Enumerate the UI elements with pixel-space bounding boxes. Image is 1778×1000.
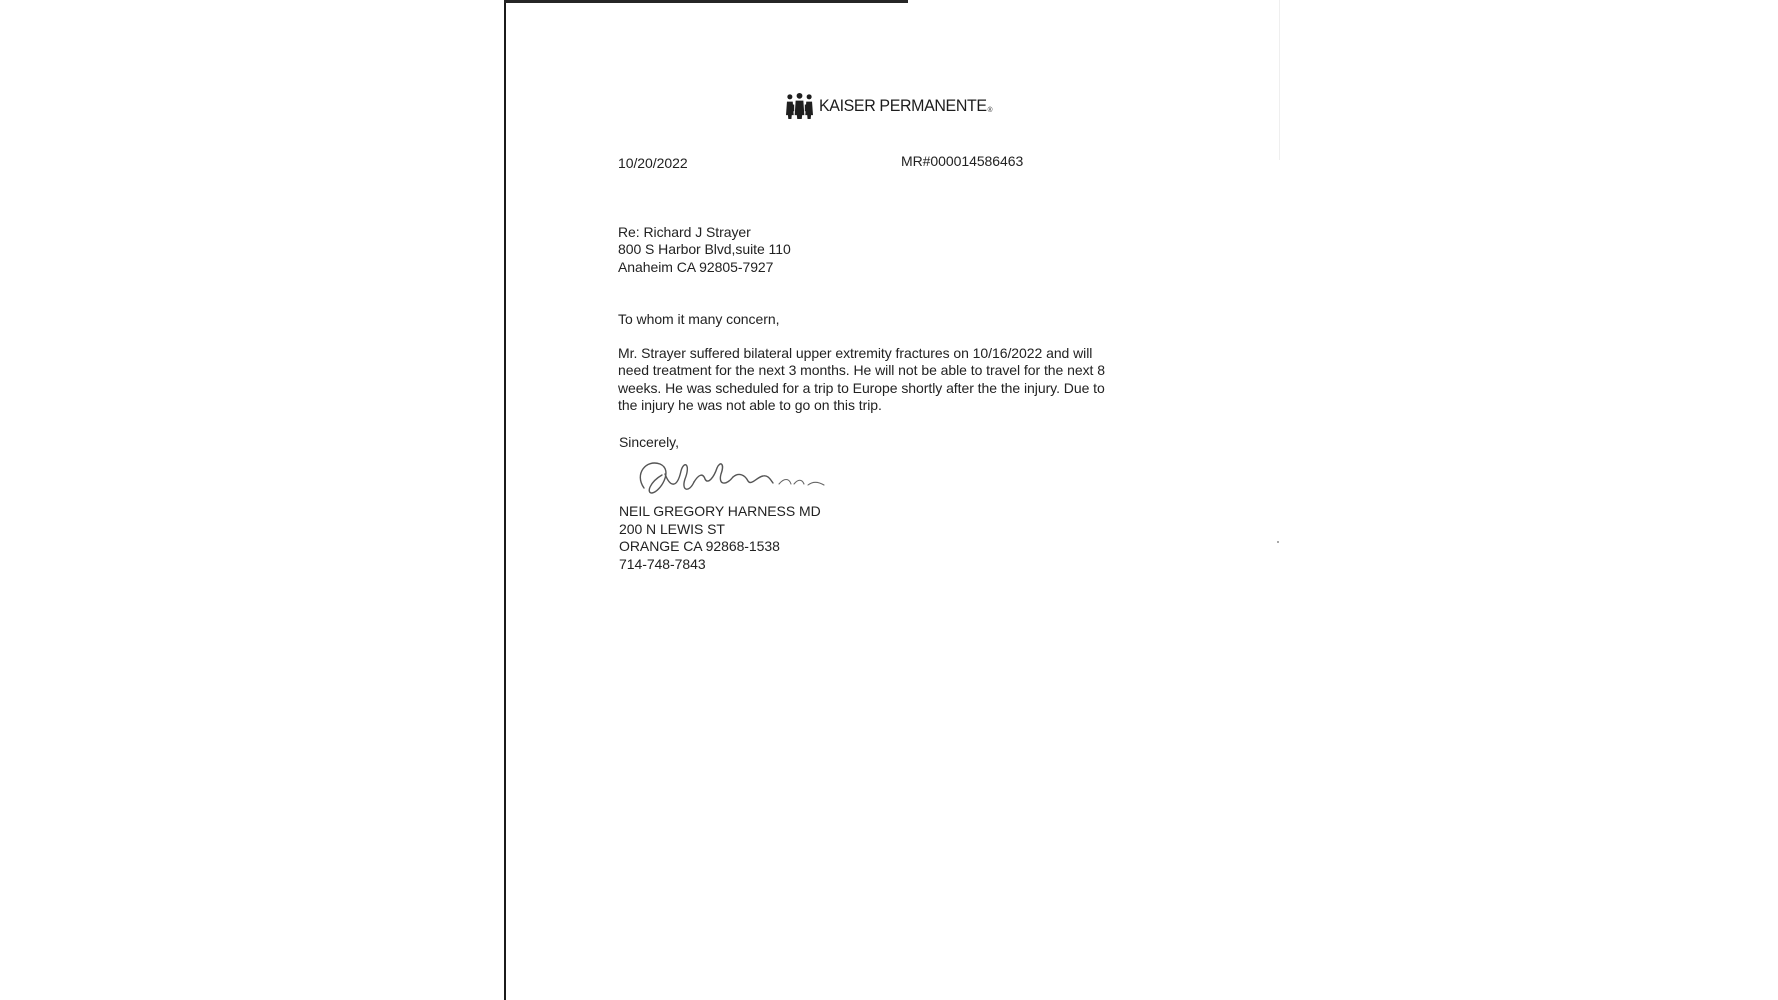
signer-address-line-1: 200 N LEWIS ST xyxy=(619,521,725,537)
recipient-line-3: Anaheim CA 92805-7927 xyxy=(618,259,774,275)
scan-right-edge xyxy=(1279,0,1280,160)
body-line-2: need treatment for the next 3 months. He will not be able to travel for the next 8 xyxy=(618,362,1105,378)
salutation: To whom it many concern, xyxy=(618,311,780,327)
letter-page xyxy=(504,0,1280,1000)
logo-text: KAISER PERMANENTE ® xyxy=(819,97,992,114)
people-logo-icon xyxy=(786,92,813,119)
scan-top-edge xyxy=(504,0,908,3)
closing: Sincerely, xyxy=(619,434,679,450)
signer-name: NEIL GREGORY HARNESS MD xyxy=(619,503,821,519)
signer-phone: 714-748-7843 xyxy=(619,556,706,572)
signature-icon xyxy=(632,454,838,502)
recipient-line-1: Re: Richard J Strayer xyxy=(618,224,751,240)
body-line-3: weeks. He was scheduled for a trip to Europe shortly after the the injury. Due to xyxy=(618,380,1105,396)
medical-record-number: MR#000014586463 xyxy=(901,153,1024,169)
letter-date: 10/20/2022 xyxy=(618,155,688,171)
body-line-1: Mr. Strayer suffered bilateral upper extremity fractures on 10/16/2022 and will xyxy=(618,345,1093,361)
kaiser-permanente-logo xyxy=(786,92,1003,119)
recipient-line-2: 800 S Harbor Blvd,suite 110 xyxy=(618,241,791,257)
signer-address-line-2: ORANGE CA 92868-1538 xyxy=(619,538,780,554)
body-line-4: the injury he was not able to go on this trip. xyxy=(618,397,882,413)
scan-speck xyxy=(1277,541,1279,543)
